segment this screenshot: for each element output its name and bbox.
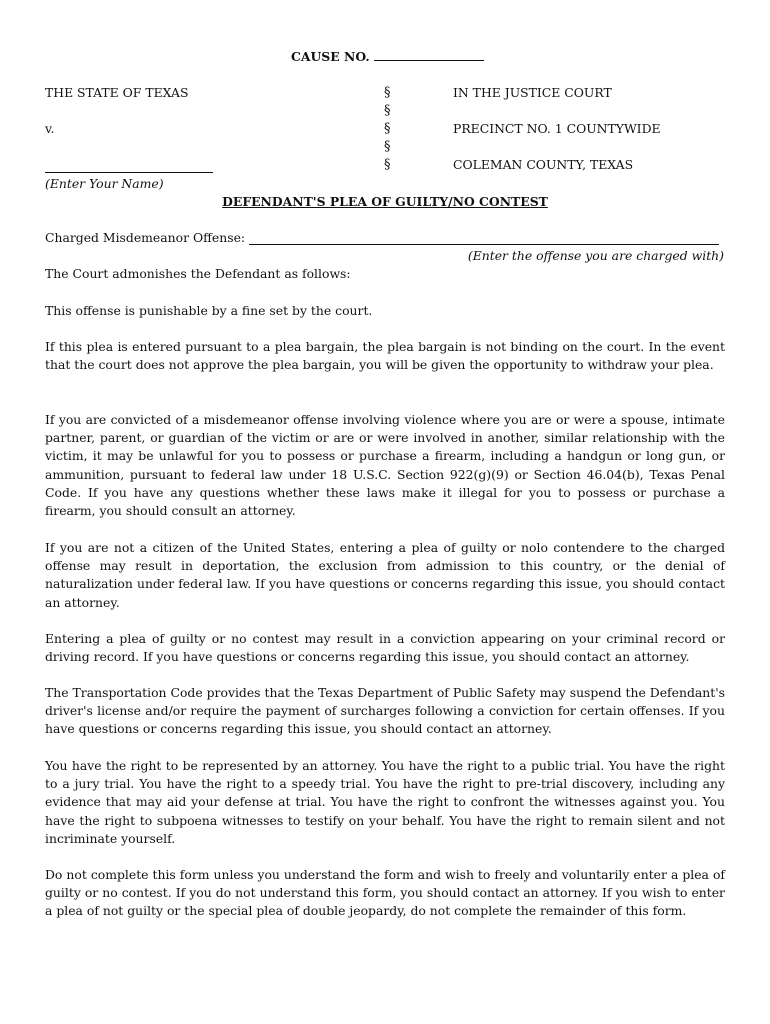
defendant-name-field[interactable] <box>45 172 213 173</box>
paragraph-warning: Do not complete this form unless you understand the form and wish to freely and voluntarily enter a plea of guilty or no contest. If you do not understand this form, you should contact an attorney. If you wish to enter a plea of not guilty or the special plea of double jeopardy, do not complete the remainder of this form. <box>45 867 725 919</box>
page-title: DEFENDANT'S PLEA OF GUILTY/NO CONTEST <box>222 194 548 209</box>
offense-label: Charged Misdemeanor Offense: <box>45 230 246 245</box>
name-hint: (Enter Your Name) <box>45 176 164 191</box>
paragraph-citizenship: If you are not a citizen of the United States, entering a plea of guilty or nolo contendere to the charged offense may result in deportation, the exclusion from admission to this country, or the denial of naturalization under federal law. If you have questions or concerns regarding this issue, you should contact an attorney. <box>45 540 725 610</box>
paragraph-transportation: The Transportation Code provides that the Texas Department of Public Safety may suspend the Defendant's driver's license and/or require the payment of surcharges following a conviction for certain offenses. If you have questions or concerns regarding this issue, you should contact an attorney. <box>45 685 725 737</box>
paragraph-fine: This offense is punishable by a fine set by the court. <box>45 303 373 318</box>
state-of-texas: THE STATE OF TEXAS <box>45 85 189 100</box>
paragraph-firearm: If you are convicted of a misdemeanor offense involving violence where you are or were a spouse, intimate partner, parent, or guardian of the victim or are or were involved in another, similar relationship with the victim, it may be unlawful for you to possess or purchase a firearm, including a handgun or long gun, or ammunition, pursuant to federal law under 18 U.S.C. Section 922(g)(9) or Section 46.04(b), Texas Penal Code. If you have any questions whether these laws make it illegal for you to possess or purchase a firearm, you should consult an attorney. <box>45 412 725 519</box>
section-symbol: § <box>384 157 391 172</box>
section-symbol: § <box>384 85 391 100</box>
court-name: IN THE JUSTICE COURT <box>453 85 612 100</box>
cause-number <box>291 47 484 66</box>
county: COLEMAN COUNTY, TEXAS <box>453 157 634 172</box>
cause-label: CAUSE NO. <box>291 49 370 64</box>
versus: v. <box>45 121 55 136</box>
section-symbol: § <box>384 121 391 136</box>
paragraph-record: Entering a plea of guilty or no contest may result in a conviction appearing on your criminal record or driving record. If you have questions or concerns regarding this issue, you should contact an attorney. <box>45 631 725 665</box>
cause-number-field[interactable] <box>374 47 484 61</box>
admonish-intro: The Court admonishes the Defendant as follows: <box>45 266 351 281</box>
paragraph-rights: You have the right to be represented by an attorney. You have the right to a public trial. You have the right to a jury trial. You have the right to a speedy trial. You have the right to pre-trial discovery, including any evidence that may aid your defense at trial. You have the right to confront the witnesses against you. You have the right to subpoena witnesses to testify on your behalf. You have the right to remain silent and not incriminate yourself. <box>45 758 725 846</box>
offense-field[interactable] <box>249 244 719 245</box>
offense-hint: (Enter the offense you are charged with) <box>467 248 724 263</box>
paragraph-plea-bargain: If this plea is entered pursuant to a plea bargain, the plea bargain is not binding on the court. In the event that the court does not approve the plea bargain, you will be given the opportunity to withdraw your plea. <box>45 339 725 373</box>
section-symbol: § <box>384 139 391 154</box>
section-symbol: § <box>384 103 391 118</box>
precinct: PRECINCT NO. 1 COUNTYWIDE <box>453 121 661 136</box>
